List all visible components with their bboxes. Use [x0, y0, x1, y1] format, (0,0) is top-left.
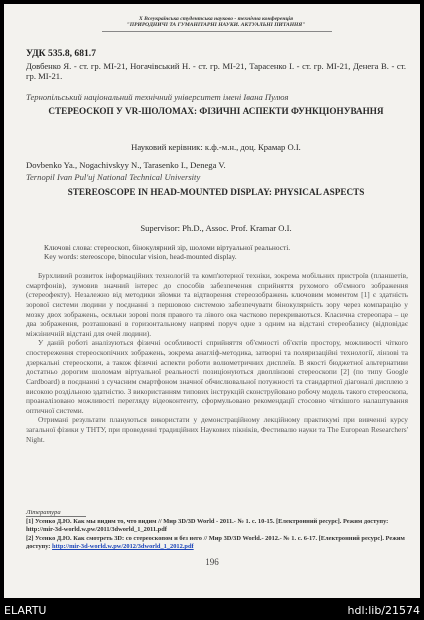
keywords-english: Key words: stereoscope, binocular vision, head-mounted display.	[44, 252, 237, 262]
authors-english: Dovbenko Ya., Nogachivskyy N., Tarasenko I., Denega V.	[26, 160, 226, 170]
references-list	[26, 518, 408, 552]
document-page	[4, 4, 420, 598]
keywords	[44, 243, 290, 262]
paragraph: Отримані результати плануються використати у демонстраційному лекційному практикумі при вивченні курсу загальної фізики у ТНТУ, при проведенні традиційних Наукових пікніків, Фестивалю науки та The European Researchers' Night.	[26, 415, 408, 444]
reference-item	[26, 535, 408, 552]
keywords-ukrainian: Ключові слова: стереоскоп, бінокулярний зір, шоломи віртуальної реальності.	[44, 243, 291, 252]
references-divider	[26, 516, 86, 517]
paragraph: Бурхливий розвиток інформаційних технологій та комп'ютерної техніки, зокрема мобільних пристроїв (планшетів, смартфонів), зумовив значний інтерес до способів забезпечення сприйняття рухомого об'ємного зображення (стереофекту). Незалежно від методики зйомки та відтворення стереозображень ключовим моментом [1] є здатність зорової системи людини у поєднанні з першовою системою забезпечувати бінокулярність зору через компарацію у мозку двох зображень, осяльки зорові поля правого та лівого ока частково перекриваються. Класична стереопара – це два зображення, розташовані в горизонтальному напрямі поруч одне з одним на відстані стереобазису (відповідає міжзіничній відстані для очей людини).	[26, 271, 408, 338]
conference-line-1: X Всеукраїнська студентська науково - технічна конференція	[139, 16, 293, 22]
paragraph: У даній роботі аналізуються фізичні особливості сприйняття об'ємності об'єктів простору, можливості чіткого спостереження стереоскопічних зображень, зокрема анагліф-методика, затворні та поляризаційні технології, лінзові та дзеркальні стереоскопи, а також фізичні аспекти роботи волюметричних дисплеїв. В якості бюджетної альтернативи достатньо дорогим шоломам віртуальної реальності позиціонуються двоплінзові стереоскопи [2] (по типу Google Cardboard) в поєднанні з сучасним смартфоном значної обчислювальної потужності та стандартної діагоналі дисплею з високою роздільною здатністю. З використанням типових інструкцій сконструйовано робочу модель такого стереоскопа, проаналізовано можливості перегляду відеоконтенту, сформульовано рекомендації стосовно чіткішого налаштування оптичної системи.	[26, 338, 408, 415]
udc-code: УДК 535.8, 681.7	[26, 48, 96, 59]
header-divider	[102, 31, 332, 32]
title-ukrainian: СТЕРЕОСКОП У VR-ШОЛОМАХ: ФІЗИЧНІ АСПЕКТИ ФУНКЦІОНУВАННЯ	[48, 106, 384, 116]
authors-ukrainian: Довбенко Я. - ст. гр. МІ-21, Ногачівський Н. - ст. гр. МІ-21, Тарасенко І. - ст. гр. МІ-21, Денега В. - ст. гр. МІ-21.	[26, 61, 406, 82]
reference-text: [1] Усенко Д.Ю. Как мы видим то, что видим // Мир 3D/3D World - 2011.- № 1. с. 10-15. [Електронний ресурс]. Режим доступу: http://mir-3d-world.w.pw/2011/3dworld_1_2011.pdf	[26, 518, 389, 534]
reference-text: [2] Усенко Д.Ю. Как смотреть 3D: со стереоскопом и без него // Мир 3D/3D World.- 2012.- № 1. с. 6-17. [Електронний ресурс]. Режим доступу:	[26, 534, 405, 551]
conference-line-2: "ПРИРОДНИЧІ ТА ГУМАНІТАРНІ НАУКИ. АКТУАЛЬНІ ПИТАННЯ"	[126, 22, 306, 29]
repository-label: ELARTU	[4, 604, 47, 617]
university-ukrainian: Тернопільський національний технічний університет імені Івана Пулюя	[26, 92, 289, 102]
page-number: 196	[205, 557, 219, 567]
title-english: STEREOSCOPE IN HEAD-MOUNTED DISPLAY: PHYSICAL ASPECTS	[67, 187, 365, 197]
reference-link[interactable]: http://mir-3d-world.w.pw/2012/3dworld_1_2012.pdf	[52, 543, 194, 551]
university-english: Ternopil Ivan Pul'uj National Technical University	[26, 172, 201, 182]
handle-label: hdl:lib/21574	[347, 604, 420, 617]
reference-item	[26, 518, 408, 535]
references-title: Література	[26, 509, 61, 516]
supervisor-english: Supervisor: Ph.D., Assoc. Prof. Kramar O.I.	[140, 223, 292, 233]
conference-header	[100, 16, 332, 29]
abstract-body	[26, 271, 408, 444]
supervisor-ukrainian: Науковий керівник: к.ф.-м.н., доц. Крамар О.І.	[131, 142, 301, 152]
